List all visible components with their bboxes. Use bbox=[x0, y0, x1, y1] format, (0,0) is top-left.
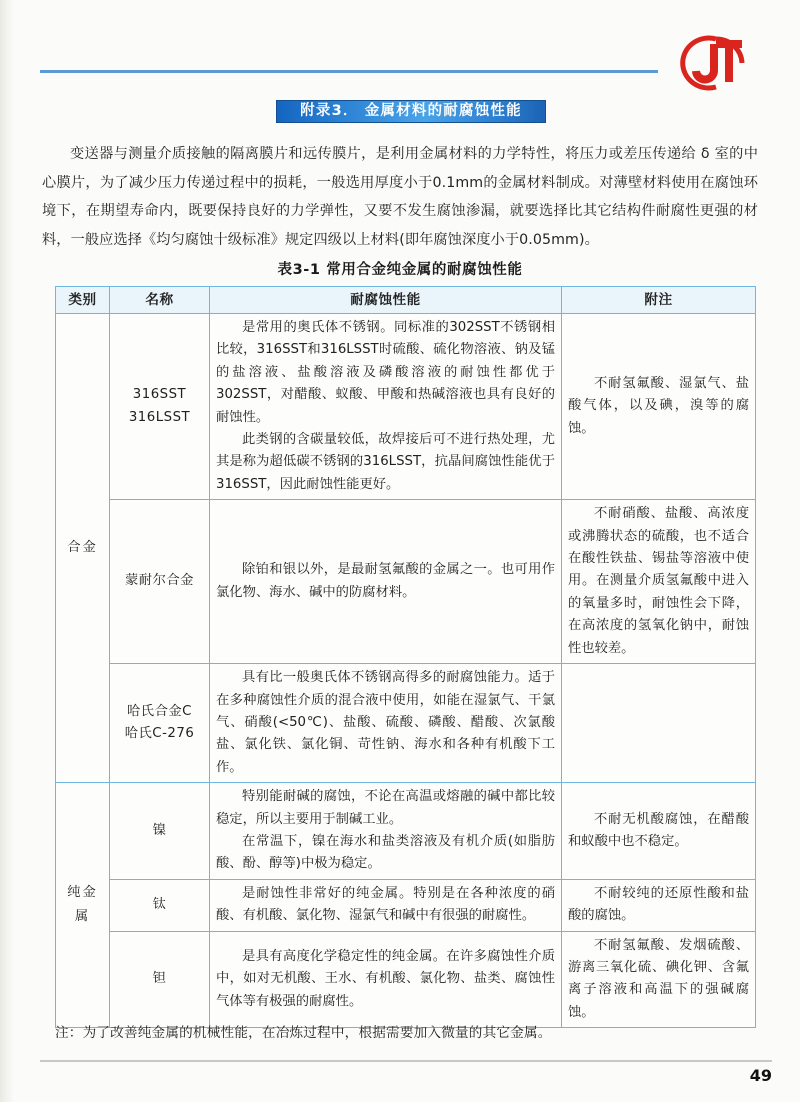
corrosion-resistance-table bbox=[55, 286, 756, 1028]
note-paragraph: 不耐氢氟酸、发烟硫酸、游离三氧化硫、碘化钾、含氟离子溶液和高温下的强碱腐蚀。 bbox=[568, 937, 749, 1020]
performance-cell bbox=[210, 879, 562, 931]
performance-cell bbox=[210, 314, 562, 500]
material-name-cell bbox=[110, 500, 210, 664]
material-name-cell bbox=[110, 664, 210, 783]
material-name-line1: 316SST bbox=[132, 387, 187, 403]
table-header-row bbox=[56, 287, 756, 314]
performance-cell bbox=[210, 783, 562, 880]
footer-rule bbox=[40, 1060, 772, 1062]
material-name-cell bbox=[110, 314, 210, 500]
material-name-line1: 钽 bbox=[152, 971, 167, 987]
table-row bbox=[56, 500, 756, 664]
category-label-alloy: 合金 bbox=[67, 540, 98, 556]
category-label-pure-metal: 纯金属 bbox=[67, 885, 98, 925]
note-cell bbox=[562, 664, 756, 783]
note-paragraph: 不耐较纯的还原性酸和盐酸的腐蚀。 bbox=[568, 885, 749, 924]
table-caption: 表3-1 常用合金纯金属的耐腐蚀性能 bbox=[277, 262, 523, 278]
note-cell bbox=[562, 500, 756, 664]
performance-cell bbox=[210, 664, 562, 783]
material-name-line1: 哈氏合金C bbox=[127, 703, 192, 719]
material-name-cell bbox=[110, 783, 210, 880]
header-rule bbox=[40, 70, 658, 73]
performance-paragraph-1: 是具有高度化学稳定性的纯金属。在许多腐蚀性介质中，如对无机酸、王水、有机酸、氯化物、盐类、腐蚀性气体等有极强的耐腐性。 bbox=[216, 948, 555, 1009]
page-footer bbox=[40, 1060, 772, 1090]
note-paragraph: 不耐硝酸、盐酸、高浓度或沸腾状态的硫酸，也不适合在酸性铁盐、锡盐等溶液中使用。在测量介质氢氟酸中进入的氧量多时，耐蚀性会下降，在高浓度的氢氧化钠中，耐蚀性也较差。 bbox=[568, 506, 749, 656]
note-cell bbox=[562, 879, 756, 931]
category-cell-pure-metal bbox=[56, 783, 110, 1028]
corrosion-table-wrapper bbox=[55, 286, 755, 1028]
table-row bbox=[56, 783, 756, 880]
category-cell-alloy bbox=[56, 314, 110, 783]
material-name-line1: 蒙耐尔合金 bbox=[125, 573, 194, 589]
table-footnote: 注：为了改善纯金属的机械性能，在冶炼过程中，根据需要加入微量的其它金属。 bbox=[55, 1025, 552, 1041]
page-number: 49 bbox=[749, 1066, 772, 1085]
material-name-cell bbox=[110, 931, 210, 1028]
performance-paragraph-1: 具有比一般奥氏体不锈钢高得多的耐腐蚀能力。适于在多种腐蚀性介质的混合液中使用，如能在湿氯气、干氯气、硝酸(<50℃)、盐酸、硫酸、磷酸、醋酸、次氯酸盐、氯化铁、氯化铜、苛性钠、海水和各种有机酸下工作。 bbox=[216, 670, 555, 775]
table-row bbox=[56, 879, 756, 931]
material-name-line1: 钛 bbox=[152, 896, 167, 912]
performance-paragraph-1: 特别能耐碱的腐蚀，不论在高温或熔融的碱中都比较稳定，所以主要用于制碱工业。 bbox=[216, 789, 555, 827]
material-name-line2: 316LSST bbox=[128, 409, 191, 425]
header-performance: 耐腐蚀性能 bbox=[210, 287, 562, 314]
performance-paragraph-2: 在常温下，镍在海水和盐类溶液及有机介质(如脂肪酸、酚、醇等)中极为稳定。 bbox=[216, 833, 555, 872]
material-name-line1: 镍 bbox=[152, 822, 167, 838]
performance-cell bbox=[210, 500, 562, 664]
appendix-title-banner bbox=[276, 100, 546, 123]
page-left-edge-shade bbox=[0, 0, 14, 1102]
jt-company-logo bbox=[654, 30, 760, 96]
header-note: 附注 bbox=[562, 287, 756, 314]
performance-paragraph-2: 此类钢的含碳量较低，故焊接后可不进行热处理，尤其是称为超低碳不锈钢的316LSST，抗晶间腐蚀性能优于316SST，因此耐蚀性能更好。 bbox=[216, 432, 555, 492]
note-cell bbox=[562, 314, 756, 500]
page-header bbox=[40, 28, 778, 100]
note-cell bbox=[562, 783, 756, 880]
table-row bbox=[56, 314, 756, 500]
material-name-cell bbox=[110, 879, 210, 931]
performance-paragraph-1: 除铂和银以外，是最耐氢氟酸的金属之一。也可用作氯化物、海水、碱中的防腐材料。 bbox=[216, 562, 555, 600]
note-cell bbox=[562, 931, 756, 1028]
header-category: 类别 bbox=[56, 287, 110, 314]
material-name-line2: 哈氏C-276 bbox=[124, 726, 195, 742]
appendix-title-text: 附录3． 金属材料的耐腐蚀性能 bbox=[300, 103, 522, 120]
table-row bbox=[56, 664, 756, 783]
table-row bbox=[56, 931, 756, 1028]
intro-paragraph: 变送器与测量介质接触的隔离膜片和远传膜片，是利用金属材料的力学特性，将压力或差压传递给 δ 室的中心膜片，为了减少压力传递过程中的损耗，一般选用厚度小于0.1mm的金属材料制成。对薄壁材料使用在腐蚀环境下，在期望寿命内，既要保持良好的力学弹性，又要不发生腐蚀渗漏，就要选择比其它结构件耐腐性更强的材料，一般应选择《均匀腐蚀十级标准》规定四级以上材料(即年腐蚀深度小于0.05mm)。 bbox=[42, 146, 758, 248]
performance-paragraph-1: 是常用的奥氏体不锈钢。同标准的302SST不锈钢相比较，316SST和316LSST时硫酸、硫化物溶液、钠及锰的盐溶液、盐酸溶液及磷酸溶液的耐蚀性都优于302SST，对醋酸、蚁酸、甲酸和热碱溶液也具有良好的耐蚀性。 bbox=[216, 320, 555, 425]
performance-cell bbox=[210, 931, 562, 1028]
performance-paragraph-1: 是耐蚀性非常好的纯金属。特别是在各种浓度的硝酸、有机酸、氯化物、湿氯气和碱中有很强的耐腐性。 bbox=[216, 885, 555, 924]
note-paragraph: 不耐无机酸腐蚀，在醋酸和蚁酸中也不稳定。 bbox=[568, 811, 749, 849]
note-paragraph: 不耐氢氟酸、湿氯气、盐酸气体，以及碘，溴等的腐蚀。 bbox=[568, 376, 749, 436]
header-name: 名称 bbox=[110, 287, 210, 314]
